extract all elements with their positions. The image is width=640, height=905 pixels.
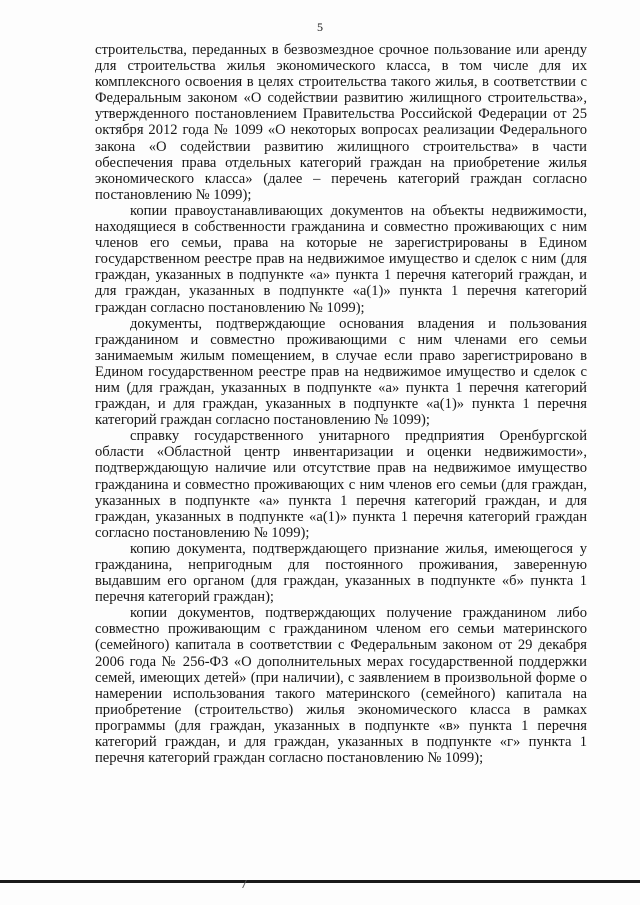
paragraph-continuation: строительства, переданных в безвозмездное срочное пользование или аренду для строительства жилья экономического класса, в том числе для их комплексного освоения в целях строительства такого жилья, в соответствии с Федеральным законом «О содействии развитию жилищного строительства», утвержденного постановлением Правительства Российской Федерации от 25 октября 2012 года № 1099 «О некоторых вопросах реализации Федерального закона «О содействии развитию жилищного строительства» в части обеспечения права отдельных категорий граждан на приобретение жилья экономического класса» (далее – перечень категорий граждан согласно постановлению № 1099);	[95, 42, 587, 203]
page-number: 5	[317, 20, 323, 34]
paragraph-maternity-capital-documents: копии документов, подтверждающих получение гражданином либо совместно проживающим с гражданином членом его семьи материнского (семейного) капитала в соответствии с Федеральным законом от 29 декабря 2006 года № 256-ФЗ «О дополнительных мерах государственной поддержки семей, имеющих детей» (при наличии), с заявлением в произвольной форме о намерении использования такого материнского (семейного) капитала на приобретение (строительство) жилья экономического класса в рамках программы (для граждан, указанных в подпункте «в» пункта 1 перечня категорий граждан, и для граждан, указанных в подпункте «г» пункта 1 перечня категорий граждан согласно постановлению № 1099);	[95, 605, 587, 767]
document-body	[95, 42, 587, 766]
paragraph-inventory-certificate: справку государственного унитарного предприятия Оренбургской области «Областной центр инвентаризации и оценки недвижимости», подтверждающую наличие или отсутствие прав на недвижимое имущество гражданина и совместно проживающих с ним членов его семьи (для граждан, указанных в подпункте «а» пункта 1 перечня категорий граждан, и для граждан, указанных в подпункте «а(1)» пункта 1 перечня категорий граждан согласно постановлению № 1099);	[95, 428, 587, 541]
paragraph-property-rights-copies: копии правоустанавливающих документов на объекты недвижимости, находящиеся в собственности гражданина и совместно проживающих с ним членов его семьи, права на которые не зарегистрированы в Едином государственном реестре прав на недвижимое имущество и сделок с ним (для граждан, указанных в подпункте «а» пункта 1 перечня категорий граждан, и для граждан, указанных в подпункте «а(1)» пункта 1 перечня категорий граждан согласно постановлению № 1099);	[95, 202, 587, 316]
paragraph-ownership-documents: документы, подтверждающие основания владения и пользования гражданином и совместно проживающими с ним членами его семьи занимаемым жилым помещением, в случае если право зарегистрировано в Едином государственном реестре прав на недвижимое имущество и сделок с ним (для граждан, указанных в подпункте «а» пункта 1 перечня категорий граждан, и для граждан, указанных в подпункте «а(1)» пункта 1 перечня категорий граждан согласно постановлению № 1099);	[95, 315, 587, 429]
paragraph-unfit-housing-document: копию документа, подтверждающего признание жилья, имеющегося у гражданина, непригодным для постоянного проживания, заверенную выдавшим его органом (для граждан, указанных в подпункте «б» пункта 1 перечня категорий граждан);	[95, 540, 587, 606]
bottom-scan-border	[0, 880, 640, 883]
